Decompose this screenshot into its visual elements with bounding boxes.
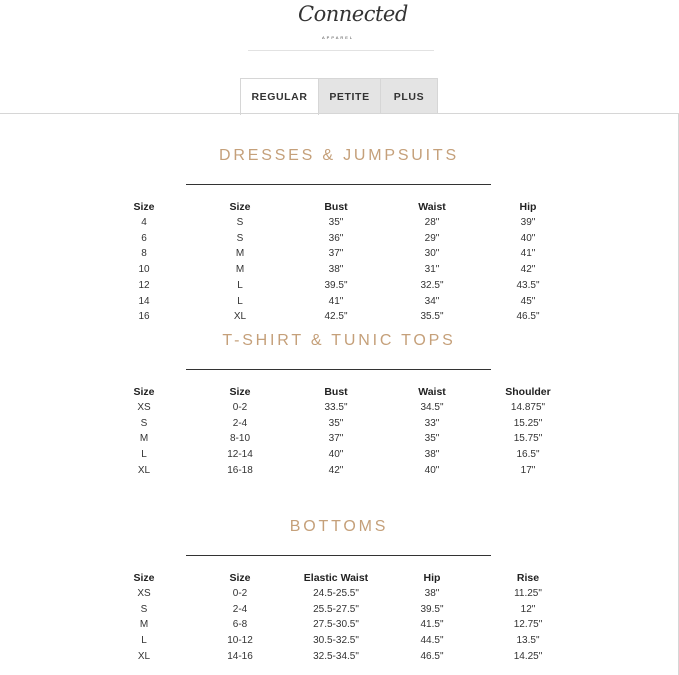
table-cell: 41.5" <box>420 619 444 631</box>
section-divider-dresses <box>186 184 491 185</box>
table-cell: 46.5" <box>516 311 540 323</box>
table-cell: 6-8 <box>232 619 248 631</box>
table-cell: 14-16 <box>227 650 253 662</box>
table-cell: 41" <box>328 295 344 307</box>
table-cell: 35" <box>328 217 344 228</box>
table-row <box>96 447 576 463</box>
table-cell: XL <box>233 311 247 323</box>
table-cell: L <box>237 279 243 291</box>
table-cell: XL <box>137 464 151 476</box>
table-cell: XS <box>137 402 151 413</box>
table-cell: 40" <box>328 449 344 461</box>
table-cell: L <box>141 635 147 647</box>
tab-plus[interactable]: PLUS <box>381 78 438 114</box>
table-cell: 12 <box>138 279 150 291</box>
column-header: Elastic Waist <box>303 572 369 584</box>
table-cell: 6 <box>141 232 147 244</box>
table-cell: 10-12 <box>227 635 253 647</box>
table-row <box>96 262 576 278</box>
table-cell: 36" <box>328 232 344 244</box>
section-divider-tops <box>186 369 491 370</box>
column-header: Shoulder <box>505 386 551 398</box>
table-cell: 32.5" <box>420 279 444 291</box>
table-row <box>96 309 576 325</box>
table-cell: 17" <box>520 464 536 476</box>
table-cell: 14.875" <box>510 402 546 413</box>
table-cell: 31" <box>424 264 440 276</box>
table-row <box>96 231 576 247</box>
table-row <box>96 215 576 231</box>
table-cell: 16 <box>138 311 150 323</box>
table-cell: L <box>141 449 147 461</box>
column-header: Size <box>229 386 251 398</box>
column-header: Bust <box>324 386 348 398</box>
table-row <box>96 602 576 618</box>
tops-size-table <box>96 384 576 479</box>
table-cell: M <box>139 619 149 631</box>
table-cell: 46.5" <box>420 650 444 662</box>
column-header: Bust <box>324 201 348 213</box>
table-cell: 15.75" <box>513 433 543 445</box>
table-cell: 0-2 <box>232 588 248 599</box>
table-cell: M <box>235 264 245 276</box>
bottoms-size-table <box>96 570 576 665</box>
table-cell: 10 <box>138 264 150 276</box>
logo-divider <box>248 50 434 51</box>
column-header: Waist <box>418 201 446 213</box>
table-cell: 37" <box>328 248 344 260</box>
column-header: Rise <box>516 572 540 584</box>
table-row <box>96 400 576 416</box>
table-cell: 41" <box>520 248 536 260</box>
table-cell: 38" <box>424 588 440 599</box>
table-cell: 28" <box>424 217 440 228</box>
table-cell: 42" <box>328 464 344 476</box>
table-cell: 42" <box>520 264 536 276</box>
table-cell: 2-4 <box>232 417 248 429</box>
table-cell: 12-14 <box>227 449 253 461</box>
column-header: Size <box>229 201 251 213</box>
column-header: Size <box>133 201 155 213</box>
table-cell: 13.5" <box>516 635 540 647</box>
table-row <box>96 431 576 447</box>
table-row <box>96 294 576 310</box>
table-cell: 40" <box>520 232 536 244</box>
table-cell: M <box>139 433 149 445</box>
section-title-tops: T-SHIRT & TUNIC TOPS <box>222 332 456 349</box>
table-cell: 38" <box>328 264 344 276</box>
column-header: Size <box>229 572 251 584</box>
section-title-bottoms: BOTTOMS <box>289 518 389 535</box>
table-cell: 0-2 <box>232 402 248 413</box>
section-title-dresses: DRESSES & JUMPSUITS <box>219 147 459 164</box>
table-cell: 35.5" <box>420 311 444 323</box>
table-cell: 2-4 <box>232 603 248 615</box>
table-row <box>96 633 576 649</box>
section-divider-bottoms <box>186 555 491 556</box>
table-row <box>96 649 576 665</box>
logo-text: Connected <box>298 2 408 26</box>
table-cell: 29" <box>424 232 440 244</box>
table-cell: 24.5-25.5" <box>313 588 359 599</box>
column-header: Hip <box>519 201 537 213</box>
table-cell: 39.5" <box>324 279 348 291</box>
table-cell: 12.75" <box>513 619 543 631</box>
table-cell: 32.5-34.5" <box>313 650 359 662</box>
table-header-row <box>96 199 576 215</box>
table-cell: XS <box>137 588 151 599</box>
table-cell: S <box>140 417 148 429</box>
table-cell: 35" <box>424 433 440 445</box>
table-cell: 42.5" <box>324 311 348 323</box>
table-cell: 44.5" <box>420 635 444 647</box>
table-cell: 34.5" <box>420 402 444 413</box>
table-row <box>96 246 576 262</box>
table-cell: 39" <box>520 217 536 228</box>
table-cell: 38" <box>424 449 440 461</box>
size-range-tabs <box>240 78 438 114</box>
table-row <box>96 278 576 294</box>
table-cell: XL <box>137 650 151 662</box>
table-cell: 33.5" <box>324 402 348 413</box>
table-cell: L <box>237 295 243 307</box>
table-cell: 16-18 <box>227 464 253 476</box>
column-header: Size <box>133 386 155 398</box>
table-cell: 35" <box>328 417 344 429</box>
table-cell: 37" <box>328 433 344 445</box>
table-cell: 16.5" <box>516 449 540 461</box>
table-cell: S <box>140 603 148 615</box>
column-header: Hip <box>423 572 441 584</box>
table-header-row <box>96 384 576 400</box>
table-cell: 15.25" <box>513 417 543 429</box>
size-chart-panel <box>0 113 679 675</box>
table-row <box>96 416 576 432</box>
column-header: Waist <box>418 386 446 398</box>
table-cell: 39.5" <box>420 603 444 615</box>
table-header-row <box>96 570 576 586</box>
table-cell: 34" <box>424 295 440 307</box>
table-cell: 25.5-27.5" <box>313 603 359 615</box>
table-row <box>96 463 576 479</box>
table-cell: 11.25" <box>514 588 542 599</box>
table-cell: 8 <box>141 248 147 260</box>
table-cell: 30" <box>424 248 440 260</box>
column-header: Size <box>133 572 155 584</box>
table-cell: S <box>236 232 244 244</box>
table-cell: 14.25" <box>513 650 543 662</box>
table-cell: M <box>235 248 245 260</box>
table-row <box>96 617 576 633</box>
tab-petite[interactable]: PETITE <box>319 78 381 114</box>
dresses-size-table <box>96 199 576 325</box>
table-cell: 12" <box>520 603 536 615</box>
table-row <box>96 586 576 602</box>
table-cell: 8-10 <box>229 433 250 445</box>
table-cell: 27.5-30.5" <box>313 619 359 631</box>
table-cell: 33" <box>424 417 440 429</box>
brand-logo <box>0 0 679 52</box>
table-cell: 4 <box>141 217 147 228</box>
table-cell: 45" <box>520 295 536 307</box>
tab-regular[interactable]: REGULAR <box>240 78 319 115</box>
logo-subtext: APPAREL <box>322 35 355 40</box>
table-cell: S <box>236 217 244 228</box>
table-cell: 40" <box>424 464 440 476</box>
table-cell: 30.5-32.5" <box>313 635 359 647</box>
table-cell: 14 <box>138 295 150 307</box>
table-cell: 43.5" <box>516 279 540 291</box>
